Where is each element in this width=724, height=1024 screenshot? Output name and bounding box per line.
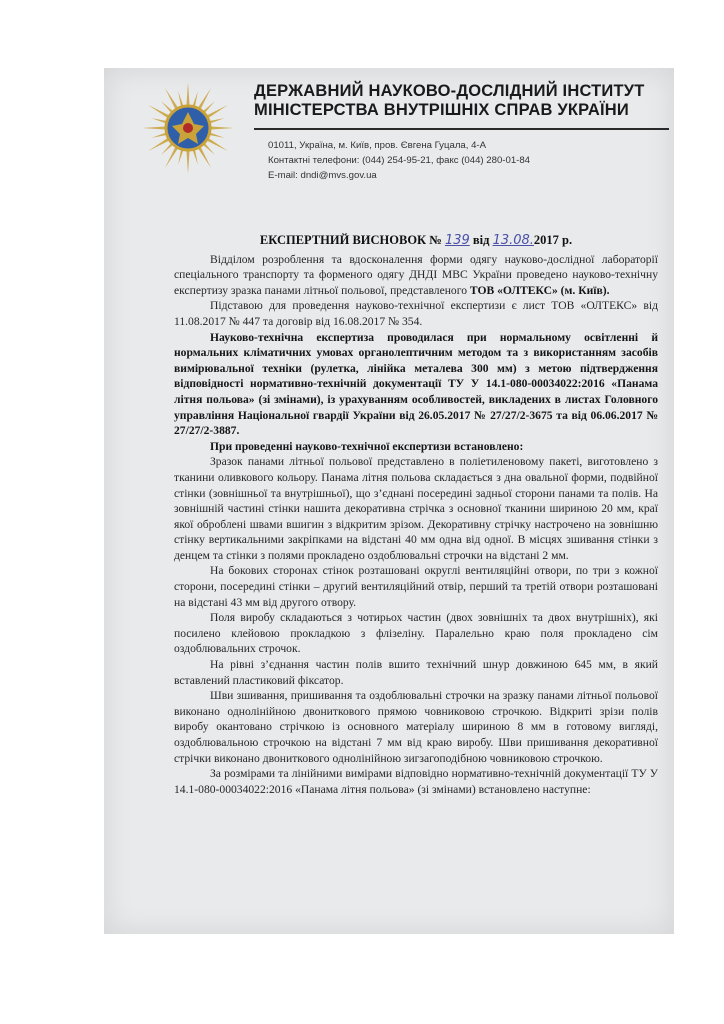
document-title xyxy=(174,233,658,249)
ministry-emblem-icon xyxy=(138,78,238,178)
title-prefix: ЕКСПЕРТНИЙ ВИСНОВОК № xyxy=(259,233,442,247)
phones-line: Контактні телефони: (044) 254-95-21, факс (044) 280-01-84 xyxy=(268,155,531,166)
handwritten-date: 13.08. xyxy=(492,233,534,248)
org-name-line1: ДЕРЖАВНИЙ НАУКОВО-ДОСЛІДНИЙ ІНСТИТУТ xyxy=(254,82,645,100)
paragraph-basis: Підставою для проведення науково-технічної експертизи є лист ТОВ «ОЛТЕКС» від 11.08.2017 № 447 та договір від 16.08.2017 № 354. xyxy=(174,299,658,328)
paragraph-brim: Поля виробу складаються з чотирьох частин (двох зовнішніх та двох внутрішніх), які посилено клейовою прокладкою з флізеліну. Паралельно краю поля прокладено сім оздоблювальних строчок. xyxy=(174,611,658,656)
address-line: 01011, Україна, м. Київ, пров. Євгена Гуцала, 4-А xyxy=(268,140,487,151)
paragraph-description: Зразок панами літньої польової представлено в поліетиленовому пакеті, виготовлено з тканини оливкового кольору. Панама літня польова складається з дна овальної форми, подвійної стінки (зовнішньої та внутрішньої), що з’єднані посередині задньої сторони панами та полів. На зовнішній частині стінки нашита декоративна стрічка з основної тканини шириною 20 мм, краї якої оброблені швами вшигин з відкритим зрізом. Декоративну стрічку настрочено на зовнішню стінку вертикальними закріпками на відстані 40 мм одна від одної. В місцях зшивання стінки з денцем та стінки з полями прокладено оздоблювальні строчки на відстані 2 мм. xyxy=(174,455,658,562)
letterhead xyxy=(104,68,674,193)
company-name: ТОВ «ОЛТЕКС» (м. Київ). xyxy=(469,283,610,297)
email-line: E-mail: dndi@mvs.gov.ua xyxy=(268,170,377,181)
paragraph-method: Науково-технічна експертиза проводилася при нормальному освітленні й нормальних кліматичних умовах органолептичним методом та з використанням засобів вимірювальної техніки (рулетка, лінійка металева 300 мм) з метою підтвердження відповідності нормативно-технічній документації ТУ У 14.1-080-00034022:2016 «Панама літня польова» (зі змінами), із урахуванням особливостей, викладених в листах Головного управління Національної гвардії України від 26.05.2017 № 27/27/2-3675 та від 06.06.2017 № 27/27/2-3887. xyxy=(174,330,658,438)
paragraph-cord: На рівні з’єднання частин полів вшито технічний шнур довжиною 645 мм, в який вставлений пластиковий фіксатор. xyxy=(174,658,658,687)
paragraph-dimensions: За розмірами та лінійними вимірами відповідно нормативно-технічній документації ТУ У 14.1-080-00034022:2016 «Панама літня польова» (зі змінами) встановлено наступне: xyxy=(174,767,658,796)
paragraph-intro xyxy=(174,252,658,299)
title-from: від xyxy=(472,233,490,247)
paragraph-ventilation: На бокових сторонах стінок розташовані округлі вентиляційні отвори, по три з кожної сторони, посередині стінки – другий вентиляційний отвір, перший та третій отвори розташовані на відстані 43 мм від другого отвору. xyxy=(174,564,658,609)
header-divider xyxy=(254,128,669,130)
document-body xyxy=(174,233,658,797)
organization-name xyxy=(254,82,669,120)
paragraph-seams: Шви зшивання, пришивання та оздоблювальні строчки на зразку панами літньої польової виконано однолінійною двониткового прямою човниковою строчкою. Відкриті зрізи полів виробу окантовано стрічкою із основного матеріалу шириною 8 мм в готовому вигляді, оздоблювальною строчкою на відстані 7 мм від краю виробу. Шви пришивання декоративної стрічки виконано двониткового однолінійною зигзагоподібною човниковою строчкою. xyxy=(174,689,658,765)
findings-heading: При проведенні науково-технічної експертизи встановлено: xyxy=(210,439,524,453)
intro-text: Відділом розроблення та вдосконалення форми одягу науково-дослідної лабораторії спеціального транспорту та форменого одягу ДНДІ МВС України проведено науково-технічну експертизу зразка панами літньої польової, представленого xyxy=(174,252,658,297)
document-page xyxy=(104,68,674,934)
contact-block xyxy=(268,138,668,183)
title-year: 2017 р. xyxy=(533,233,573,247)
handwritten-number: 139 xyxy=(444,233,470,248)
org-name-line2: МІНІСТЕРСТВА ВНУТРІШНІХ СПРАВ УКРАЇНИ xyxy=(254,101,629,119)
